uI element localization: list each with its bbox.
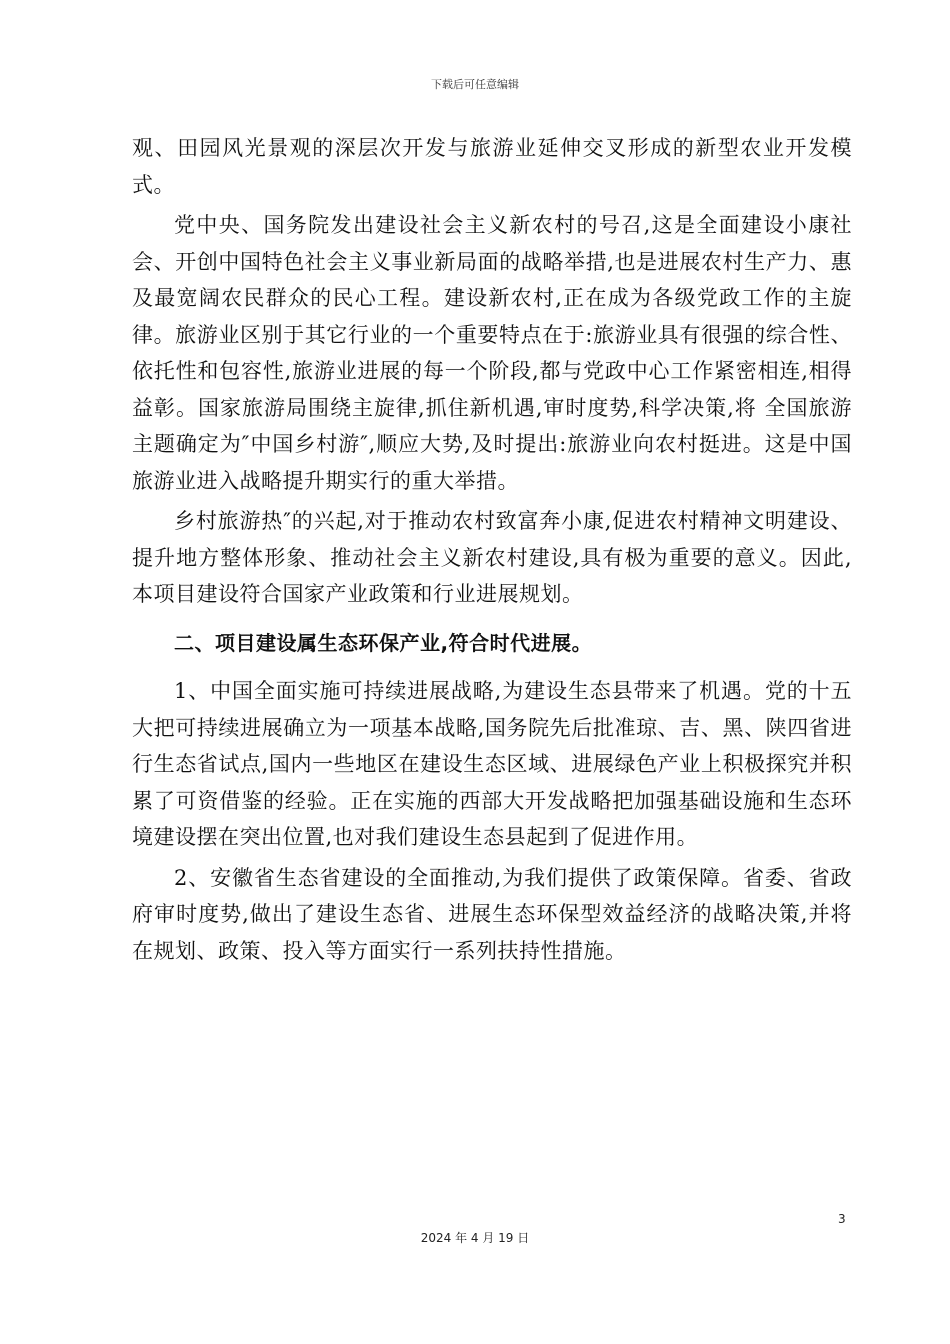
- header-note: 下载后可任意编辑: [431, 78, 519, 91]
- page-number: 3: [838, 1212, 846, 1226]
- footer-date: 2024 年 4 月 19 日: [420, 1231, 530, 1245]
- document-body: [132, 130, 852, 969]
- paragraph-5: 2、安徽省生态省建设的全面推动,为我们提供了政策保障。省委、省政府审时度势,做出了建设生态省、进展生态环保型效益经济的战略决策,并将在规划、政策、投入等方面实行一系列扶持性措施。: [132, 865, 852, 963]
- paragraph-4: 1、中国全面实施可持续进展战略,为建设生态县带来了机遇。党的十五大把可持续进展确立为一项基本战略,国务院先后批准琼、吉、黑、陕四省进行生态省试点,国内一些地区在建设生态区域、进展绿色产业上积极探究并积累了可资借鉴的经验。正在实施的西部大开发战略把加强基础设施和生态环境建设摆在突出位置,也对我们建设生态县起到了促进作用。: [132, 679, 852, 849]
- paragraph-2: 党中央、国务院发出建设社会主义新农村的号召,这是全面建设小康社会、开创中国特色社会主义事业新局面的战略举措,也是进展农村生产力、惠及最宽阔农民群众的民心工程。建设新农村,正在成为各级党政工作的主旋律。旅游业区别于其它行业的一个重要特点在于:旅游业具有很强的综合性、依托性和包容性,旅游业进展的每一个阶段,都与党政中心工作紧密相连,相得益彰。国家旅游局围绕主旋律,抓住新机遇,审时度势,科学决策,将 全国旅游主题确定为″中国乡村游″,顺应大势,及时提出:旅游业向农村挺进。这是中国旅游业进入战略提升期实行的重大举措。: [132, 213, 852, 493]
- section-heading: 二、项目建设属生态环保产业,符合时代进展。: [174, 630, 593, 655]
- paragraph-3: 乡村旅游热″的兴起,对于推动农村致富奔小康,促进农村精神文明建设、提升地方整体形象、推动社会主义新农村建设,具有极为重要的意义。因此,本项目建设符合国家产业政策和行业进展规划。: [132, 509, 852, 606]
- paragraph-1: 观、田园风光景观的深层次开发与旅游业延伸交叉形成的新型农业开发模式。: [132, 136, 852, 197]
